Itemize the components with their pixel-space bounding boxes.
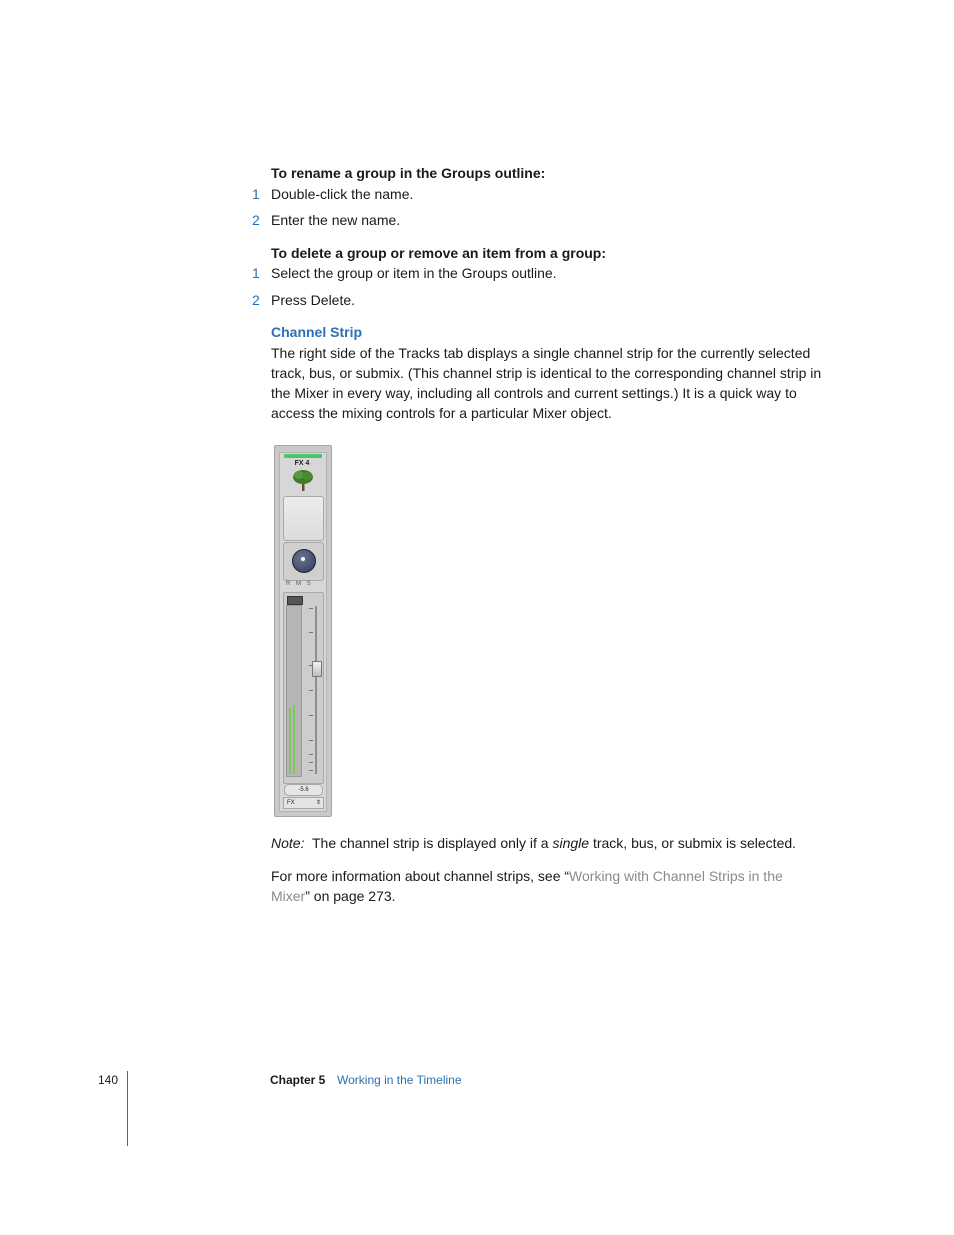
step-text: Select the group or item in the Groups outline.	[271, 265, 557, 281]
cross-reference-link[interactable]: Working with Channel Strips in the Mixer	[271, 868, 783, 904]
step-text: Double-click the name.	[271, 186, 414, 202]
step-text: Enter the new name.	[271, 212, 401, 228]
note-emphasis: single	[552, 835, 590, 851]
meter-bar-left	[289, 708, 291, 774]
note-text-after: track, bus, or submix is selected.	[592, 835, 797, 851]
chapter-label: Chapter 5	[270, 1073, 326, 1087]
fader-tick	[309, 770, 313, 771]
fader-tick	[309, 740, 313, 741]
pan-knob[interactable]	[292, 549, 316, 573]
fader-tick	[309, 762, 313, 763]
rename-group-heading: To rename a group in the Groups outline:	[271, 165, 546, 181]
fader-tick	[309, 690, 313, 691]
volume-fader-handle[interactable]	[312, 661, 322, 677]
meter-bar-right	[293, 705, 295, 774]
step-number: 2	[252, 292, 260, 308]
more-info-before: For more information about channel strips, see “	[271, 868, 570, 884]
section-title: Channel Strip	[271, 324, 363, 340]
record-mute-solo-buttons[interactable]: R M S	[286, 581, 313, 587]
step-number: 1	[252, 186, 260, 202]
fader-tick	[309, 715, 313, 716]
delete-group-heading: To delete a group or remove an item from a group:	[271, 245, 607, 261]
pan-indicator	[301, 557, 305, 561]
note-paragraph	[271, 833, 831, 853]
fader-tick	[309, 754, 313, 755]
fader-track	[315, 606, 317, 774]
step-text: Press Delete.	[271, 292, 356, 308]
section-body: The right side of the Tracks tab displays a single channel strip for the currently selected track, bus, or submix. (This channel strip is identical to the corresponding channel strip in the Mixer in every way, including all controls and current settings.) It is a quick way to access the mixing controls for a particular Mixer object.	[271, 345, 822, 421]
volume-readout[interactable]: -5.6	[284, 784, 323, 796]
step-number: 1	[252, 265, 260, 281]
chapter-title: Working in the Timeline	[337, 1073, 462, 1087]
fader-tick	[309, 608, 313, 609]
note-text-before: The channel strip is displayed only if a	[312, 835, 549, 851]
fader-tick	[309, 632, 313, 633]
track-color-bar	[284, 454, 322, 458]
insert-slot-area[interactable]	[283, 496, 324, 541]
tree-icon	[291, 468, 315, 492]
meter-toggle-button[interactable]	[287, 596, 303, 605]
more-info-paragraph	[271, 866, 811, 906]
track-label: FX 4	[294, 460, 310, 467]
chevron-updown-icon: ⇕	[315, 800, 321, 806]
output-popup[interactable]	[283, 797, 324, 809]
more-info-after: ” on page 273.	[305, 888, 396, 904]
page-number: 140	[98, 1073, 119, 1087]
note-label: Note:	[271, 835, 305, 851]
output-label: FX	[287, 800, 295, 806]
step-number: 2	[252, 212, 260, 228]
footer-rule	[127, 1071, 128, 1146]
